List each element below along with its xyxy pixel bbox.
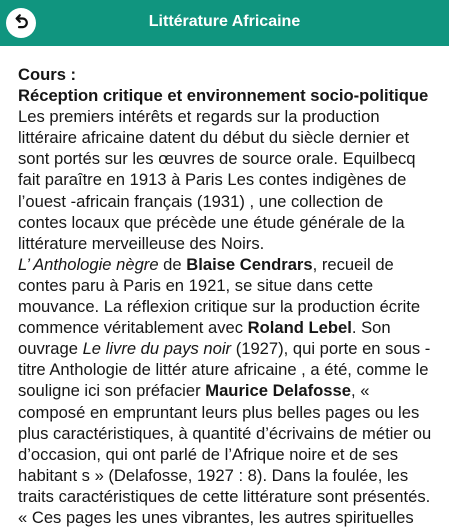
app-bar [0, 0, 449, 46]
section-label: Cours : [18, 65, 77, 84]
author-cendrars: Blaise Cendrars [186, 254, 313, 274]
paragraph-3: « Ces pages les unes vibrantes, les autres spirituelles [18, 507, 414, 527]
article-content [18, 64, 436, 528]
paragraph-2 [18, 254, 436, 507]
text-span: de [158, 254, 187, 274]
page-title: Littérature Africaine [148, 13, 301, 30]
article-heading: Réception critique et environnement socio-politique [18, 86, 429, 106]
text-span: . Son ouvrage [18, 318, 391, 359]
paragraph-1: Les premiers intérêts et regards sur la production littéraire africaine datent du début du siècle dernier et sont portés sur les œuvres de source orale. Equilbecq fait paraître en 1913 à Paris Les contes indigènes de l’ouest -africain français (1931) , une collection de contes locaux que précède une étude générale de la littérature merveilleuse des Noirs. [18, 107, 416, 253]
author-lebel: Roland Lebel [247, 318, 352, 338]
author-delafosse: Maurice Delafosse [205, 381, 351, 401]
text-span: , « composé en empruntant leurs plus belles pages ou les plus caractéristiques, à quantité d’écrivains de métier ou d’occasion, qui ont parlé de l’Afrique noire et de ses habitant s » (Delafosse, 1927 : 8). Dans la foulée, les traits caractéristiques de cette littérature sont présentés. [18, 381, 432, 506]
text-span: (1927), qui porte en sous - titre Anthologie de littér ature africaine , a été, comme le souligne ici son préfacier [18, 339, 431, 401]
book-title-anthologie: L’ Anthologie nègre [18, 254, 159, 274]
book-title-pays-noir: Le livre du pays noir [82, 339, 232, 359]
text-span: , recueil de contes paru à Paris en 1921, se situe dans cette mouvance. La réflexion critique sur la production écrite commence véritablement avec [18, 254, 421, 338]
